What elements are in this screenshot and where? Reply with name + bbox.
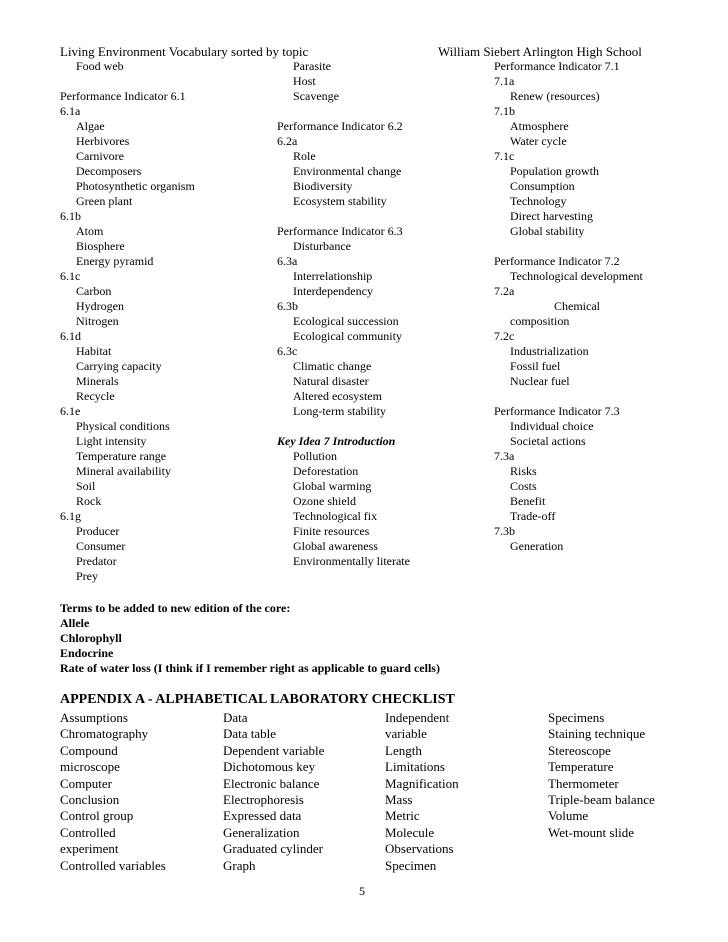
vocab-term: Disturbance bbox=[293, 239, 351, 253]
vocab-term: Societal actions bbox=[510, 434, 586, 448]
vocab-term: Herbivores bbox=[76, 134, 130, 148]
checklist-term: Specimen bbox=[385, 857, 437, 873]
vocab-term: Generation bbox=[510, 539, 564, 553]
vocab-term: Consumption bbox=[510, 179, 575, 193]
section-heading: 7.1c bbox=[494, 149, 515, 163]
checklist-term: Temperature bbox=[548, 759, 614, 775]
vocab-term: Global warming bbox=[293, 479, 372, 493]
vocab-term: Ecosystem stability bbox=[293, 194, 387, 208]
vocab-term: Role bbox=[293, 149, 316, 163]
vocab-term: Light intensity bbox=[76, 434, 147, 448]
checklist-term: microscope bbox=[60, 759, 120, 775]
vocab-term: Environmentally literate bbox=[293, 554, 410, 568]
checklist-term: Generalization bbox=[223, 824, 300, 840]
section-heading: Performance Indicator 7.1 bbox=[494, 59, 620, 73]
vocab-term: Long-term stability bbox=[293, 404, 386, 418]
vocab-term: Global awareness bbox=[293, 539, 378, 553]
vocab-term: Decomposers bbox=[76, 164, 142, 178]
vocab-term: Energy pyramid bbox=[76, 254, 154, 268]
checklist-term: Expressed data bbox=[223, 808, 302, 824]
new-terms-heading: Terms to be added to new edition of the core: bbox=[60, 601, 291, 615]
checklist-term: Electrophoresis bbox=[223, 791, 304, 807]
vocab-term: Parasite bbox=[293, 59, 331, 73]
vocab-term: Food web bbox=[76, 59, 124, 73]
checklist-term: Magnification bbox=[385, 775, 459, 791]
section-heading: 6.3c bbox=[277, 344, 298, 358]
checklist-term: Data bbox=[223, 710, 248, 725]
vocab-column-2 bbox=[277, 59, 482, 569]
checklist-term: Triple-beam balance bbox=[548, 791, 655, 807]
checklist-term: Stereoscope bbox=[548, 742, 611, 758]
spacer bbox=[277, 104, 482, 119]
vocab-term: Green plant bbox=[76, 194, 133, 208]
vocab-term: Physical conditions bbox=[76, 419, 170, 433]
checklist-term: Assumptions bbox=[60, 710, 128, 725]
checklist-column-1 bbox=[60, 710, 166, 874]
vocab-term: Photosynthetic organism bbox=[76, 179, 195, 193]
vocab-term: Altered ecosystem bbox=[293, 389, 382, 403]
vocab-term: Direct harvesting bbox=[510, 209, 593, 223]
vocab-column-3 bbox=[494, 59, 704, 554]
checklist-term: Electronic balance bbox=[223, 775, 320, 791]
page-number: 5 bbox=[359, 884, 365, 898]
vocab-term: Trade-off bbox=[510, 509, 556, 523]
vocab-term: Risks bbox=[510, 464, 537, 478]
new-terms-section bbox=[60, 601, 440, 676]
vocab-term: Interdependency bbox=[293, 284, 373, 298]
vocab-term: Environmental change bbox=[293, 164, 402, 178]
checklist-term: Conclusion bbox=[60, 791, 120, 807]
vocab-term: Water cycle bbox=[510, 134, 567, 148]
checklist-term: Specimens bbox=[548, 710, 605, 725]
checklist-term: Controlled variables bbox=[60, 857, 166, 873]
vocab-term: Technological fix bbox=[293, 509, 378, 523]
checklist-term: Mass bbox=[385, 791, 413, 807]
checklist-term: Independent bbox=[385, 710, 450, 725]
document-title: Living Environment Vocabulary sorted by topic bbox=[60, 44, 309, 59]
vocab-term: Technological development bbox=[510, 269, 643, 283]
checklist-term: Chromatography bbox=[60, 726, 149, 742]
vocab-term: Carbon bbox=[76, 284, 112, 298]
vocab-term: Nitrogen bbox=[76, 314, 119, 328]
vocab-term: Habitat bbox=[76, 344, 112, 358]
vocab-term: Technology bbox=[510, 194, 567, 208]
section-heading: Performance Indicator 7.2 bbox=[494, 254, 620, 268]
spacer bbox=[494, 239, 704, 254]
checklist-term: Metric bbox=[385, 808, 420, 824]
checklist-term: variable bbox=[385, 726, 427, 742]
vocab-term: Biosphere bbox=[76, 239, 125, 253]
vocab-term: Nuclear fuel bbox=[510, 374, 570, 388]
vocab-term: composition bbox=[510, 314, 570, 328]
checklist-term: Molecule bbox=[385, 824, 435, 840]
vocab-term: Biodiversity bbox=[293, 179, 353, 193]
spacer bbox=[494, 389, 704, 404]
section-heading: 7.2a bbox=[494, 284, 515, 298]
checklist-term: Control group bbox=[60, 808, 134, 824]
checklist-term: Graph bbox=[223, 857, 256, 873]
section-heading: 6.3b bbox=[277, 299, 298, 313]
vocab-term: Rock bbox=[76, 494, 102, 508]
checklist-term: Volume bbox=[548, 808, 589, 824]
checklist-term: Compound bbox=[60, 742, 118, 758]
checklist-term: Wet-mount slide bbox=[548, 824, 634, 840]
checklist-term: Length bbox=[385, 742, 422, 758]
checklist-term: Dependent variable bbox=[223, 742, 325, 758]
checklist-column-2 bbox=[223, 710, 324, 874]
section-heading: 6.1b bbox=[60, 209, 81, 223]
new-term: Rate of water loss (I think if I remember right as applicable to guard cells) bbox=[60, 661, 440, 675]
section-heading: 6.1g bbox=[60, 509, 81, 523]
spacer bbox=[277, 419, 482, 434]
section-heading: 6.1d bbox=[60, 329, 81, 343]
vocab-term: Recycle bbox=[76, 389, 115, 403]
section-heading: 7.3b bbox=[494, 524, 515, 538]
section-heading: 6.1e bbox=[60, 404, 81, 418]
section-heading: Performance Indicator 6.2 bbox=[277, 119, 403, 133]
checklist-term: Graduated cylinder bbox=[223, 841, 323, 857]
vocab-term: Ozone shield bbox=[293, 494, 356, 508]
vocab-term: Carnivore bbox=[76, 149, 124, 163]
vocab-term: Ecological succession bbox=[293, 314, 399, 328]
vocab-term: Renew (resources) bbox=[510, 89, 600, 103]
vocab-term: Fossil fuel bbox=[510, 359, 561, 373]
vocab-term: Chemical bbox=[554, 299, 600, 313]
new-term: Allele bbox=[60, 616, 90, 630]
vocab-term: Benefit bbox=[510, 494, 546, 508]
vocab-term: Predator bbox=[76, 554, 117, 568]
vocab-term: Population growth bbox=[510, 164, 599, 178]
vocab-term: Natural disaster bbox=[293, 374, 369, 388]
checklist-term: Dichotomous key bbox=[223, 759, 316, 775]
vocab-term: Algae bbox=[76, 119, 105, 133]
section-heading: Performance Indicator 7.3 bbox=[494, 404, 620, 418]
checklist-term: experiment bbox=[60, 841, 119, 857]
section-heading: 6.1c bbox=[60, 269, 81, 283]
vocab-term: Ecological community bbox=[293, 329, 402, 343]
section-heading: 6.1a bbox=[60, 104, 81, 118]
vocab-term: Scavenge bbox=[293, 89, 339, 103]
vocab-term: Carrying capacity bbox=[76, 359, 162, 373]
section-heading: Performance Indicator 6.1 bbox=[60, 89, 186, 103]
section-heading: 6.3a bbox=[277, 254, 298, 268]
vocab-term: Mineral availability bbox=[76, 464, 171, 478]
section-heading: 7.1a bbox=[494, 74, 515, 88]
checklist-column-4 bbox=[548, 710, 655, 841]
vocab-term: Hydrogen bbox=[76, 299, 124, 313]
vocab-term: Temperature range bbox=[76, 449, 167, 463]
checklist-term: Controlled bbox=[60, 824, 116, 840]
vocab-term: Costs bbox=[510, 479, 537, 493]
vocab-term: Atom bbox=[76, 224, 104, 238]
checklist-column-3 bbox=[385, 710, 459, 874]
vocab-term: Industrialization bbox=[510, 344, 589, 358]
vocab-term: Global stability bbox=[510, 224, 585, 238]
vocab-term: Soil bbox=[76, 479, 96, 493]
checklist-term: Data table bbox=[223, 726, 277, 742]
spacer bbox=[277, 209, 482, 224]
section-heading: Performance Indicator 6.3 bbox=[277, 224, 403, 238]
section-heading: Key Idea 7 Introduction bbox=[277, 434, 396, 448]
section-heading: 7.1b bbox=[494, 104, 515, 118]
vocab-term: Consumer bbox=[76, 539, 126, 553]
vocab-term: Interrelationship bbox=[293, 269, 373, 283]
vocab-term: Host bbox=[293, 74, 316, 88]
vocab-term: Pollution bbox=[293, 449, 338, 463]
checklist-term: Limitations bbox=[385, 759, 445, 775]
new-term: Chlorophyll bbox=[60, 631, 122, 645]
spacer bbox=[60, 74, 270, 89]
vocab-term: Producer bbox=[76, 524, 120, 538]
section-heading: 6.2a bbox=[277, 134, 298, 148]
section-heading: 7.2c bbox=[494, 329, 515, 343]
vocab-term: Deforestation bbox=[293, 464, 359, 478]
school-name: William Siebert Arlington High School bbox=[438, 44, 642, 59]
checklist-term: Thermometer bbox=[548, 775, 619, 791]
vocab-term: Prey bbox=[76, 569, 98, 583]
appendix-title: APPENDIX A - ALPHABETICAL LABORATORY CHECKLIST bbox=[60, 692, 455, 707]
vocab-term: Finite resources bbox=[293, 524, 370, 538]
checklist-term: Computer bbox=[60, 775, 112, 791]
new-term: Endocrine bbox=[60, 646, 114, 660]
vocab-term: Individual choice bbox=[510, 419, 594, 433]
checklist-term: Staining technique bbox=[548, 726, 646, 742]
vocab-term: Climatic change bbox=[293, 359, 372, 373]
checklist-term: Observations bbox=[385, 841, 454, 857]
vocab-term: Minerals bbox=[76, 374, 119, 388]
vocab-term: Atmosphere bbox=[510, 119, 569, 133]
section-heading: 7.3a bbox=[494, 449, 515, 463]
vocab-column-1 bbox=[60, 59, 270, 584]
